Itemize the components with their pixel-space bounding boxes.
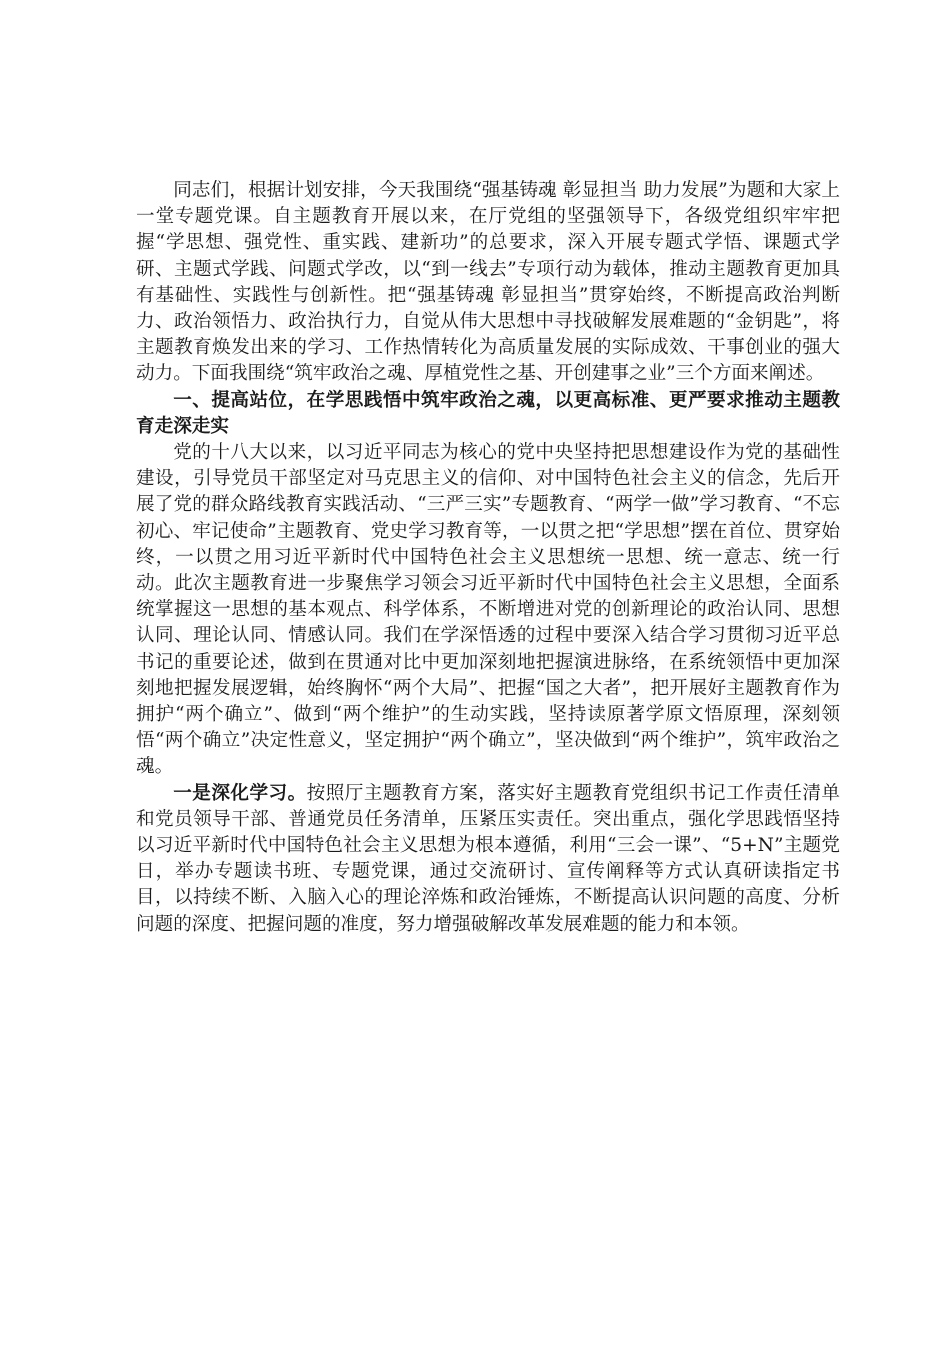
section-1-paragraph: 党的十八大以来，以习近平同志为核心的党中央坚持把思想建设作为党的基础性建设，引导党员干部坚定对马克思主义的信仰、对中国特色社会主义的信念，先后开展了党的群众路线教育实践活动、“三严三实”专题教育、“两学一做”学习教育、“不忘初心、牢记使命”主题教育、党史学习教育等，一以贯之把“学思想”摆在首位、贯穿始终，一以贯之用习近平新时代中国特色社会主义思想统一思想、统一意志、统一行动。此次主题教育进一步聚焦学习领会习近平新时代中国特色社会主义思想，全面系统掌握这一思想的基本观点、科学体系，不断增进对党的创新理论的政治认同、思想认同、理论认同、情感认同。我们在学深悟透的过程中要深入结合学习贯彻习近平总书记的重要论述，做到在贯通对比中更加深刻地把握演进脉络，在系统领悟中更加深刻地把握发展逻辑，始终胸怀“两个大局”、把握“国之大者”，把开展好主题教育作为拥护“两个确立”、做到“两个维护”的生动实践，坚持读原著学原文悟原理，深刻领悟“两个确立”决定性意义，坚定拥护“两个确立”，坚决做到“两个维护”，筑牢政治之魂。 — [136, 442, 840, 778]
intro-paragraph: 同志们，根据计划安排，今天我围绕“强基铸魂 彰显担当 助力发展”为题和大家上一堂专题党课。自主题教育开展以来，在厅党组的坚强领导下，各级党组织牢牢把握“学思想、强党性、重实践、建新功”的总要求，深入开展专题式学悟、课题式学研、主题式学践、问题式学改，以“到一线去”专项行动为载体，推动主题教育更加具有基础性、实践性与创新性。把“强基铸魂 彰显担当”贯穿始终，不断提高政治判断力、政治领悟力、政治执行力，自觉从伟大思想中寻找破解发展难题的“金钥匙”，将主题教育焕发出来的学习、工作热情转化为高质量发展的实际成效、干事创业的强大动力。下面我围绕“筑牢政治之魂、厚植党性之基、开创建事之业”三个方面来阐述。 — [136, 180, 840, 385]
document-body — [136, 178, 840, 938]
deepen-study-lead: 一是深化学习。 — [173, 782, 307, 804]
deepen-study-paragraph — [136, 781, 840, 938]
section-heading-1: 一、提高站位，在学思践悟中筑牢政治之魂，以更高标准、更严要求推动主题教育走深走实 — [136, 389, 840, 437]
deepen-study-text: 按照厅主题教育方案，落实好主题教育党组织书记工作责任清单和党员领导干部、普通党员任务清单，压紧压实责任。突出重点，强化学思践悟坚持以习近平新时代中国特色社会主义思想为根本遵循，利用“三会一课”、“5+N”主题党日，举办专题读书班、专题党课，通过交流研讨、宣传阐释等方式认真研读指定书目，以持续不断、入脑入心的理论淬炼和政治锤炼，不断提高认识问题的高度、分析问题的深度、把握问题的准度，努力增强破解改革发展难题的能力和本领。 — [136, 782, 840, 935]
